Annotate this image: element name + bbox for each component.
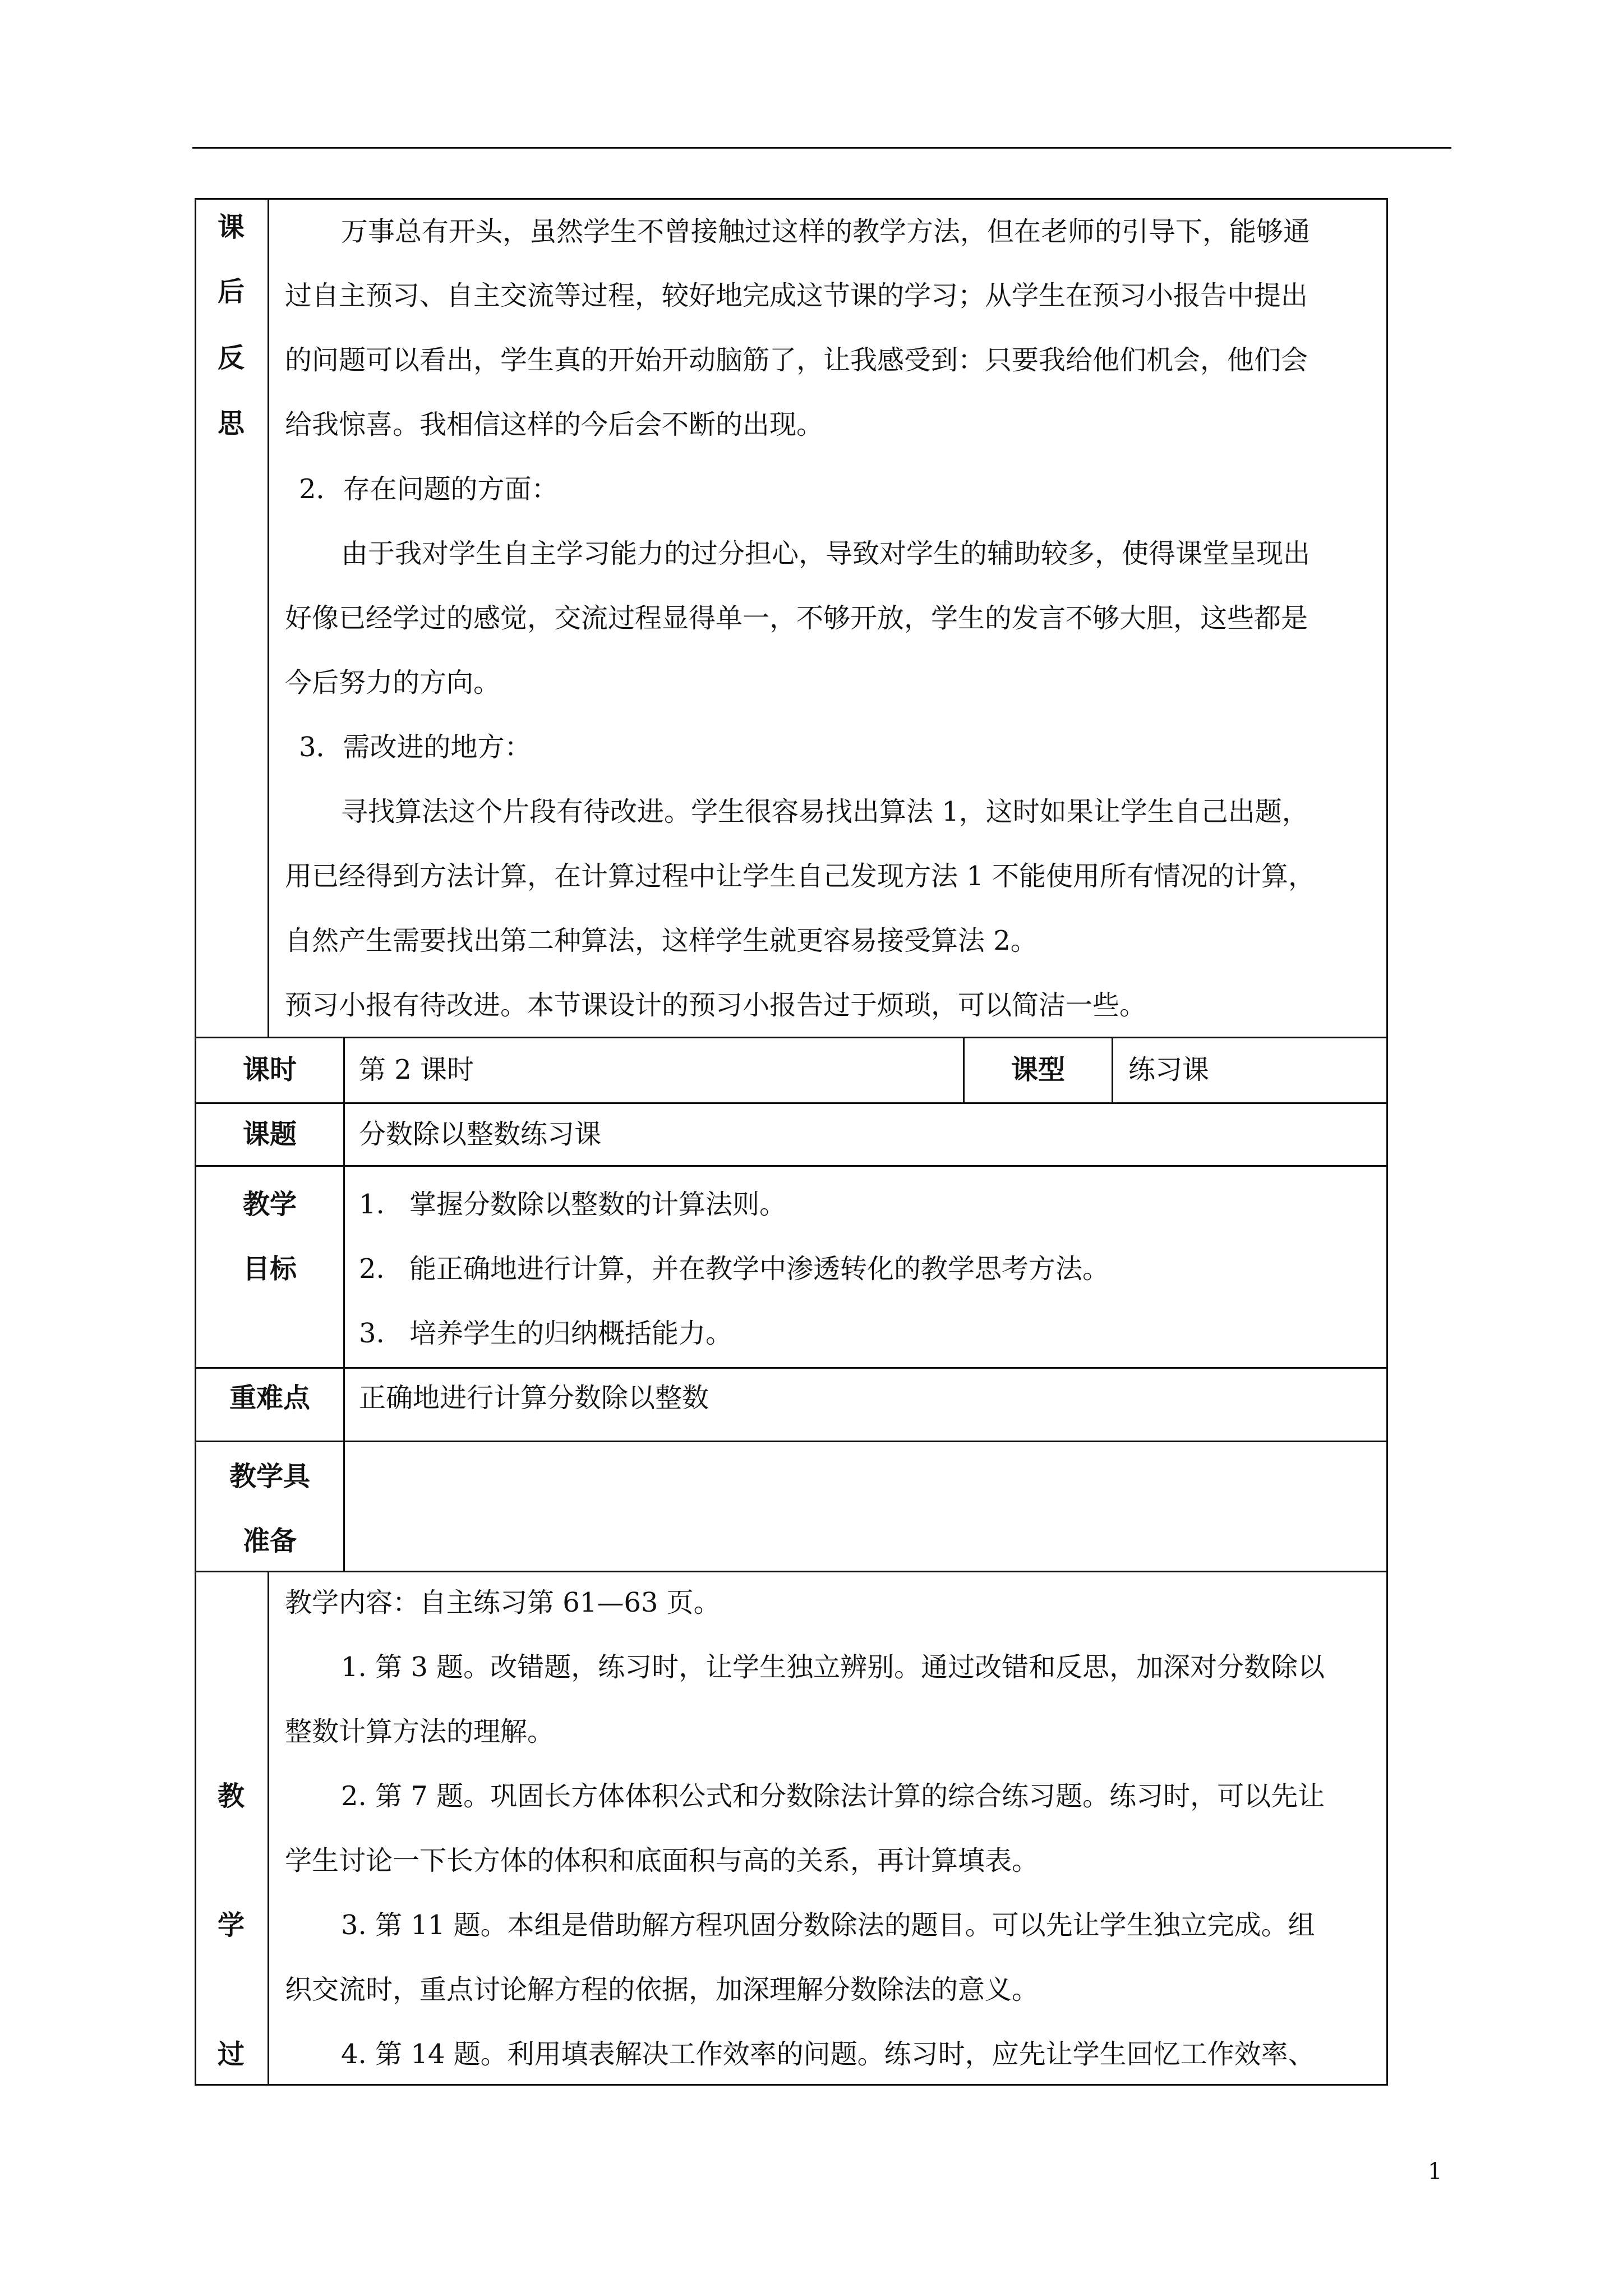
type-label: 课型 — [1011, 1054, 1065, 1085]
topic-label: 课题 — [242, 1119, 297, 1150]
reflection-line: 万事总有开头，虽然学生不曾接触过这样的教学方法，但在老师的引导下，能够通 — [341, 216, 1311, 247]
key-points-value: 正确地进行计算分数除以整数 — [359, 1382, 709, 1414]
process-line: 整数计算方法的理解。 — [285, 1716, 555, 1747]
lesson-value: 第 2 课时 — [359, 1054, 474, 1085]
tools-label: 教学具 — [229, 1461, 310, 1492]
type-value: 练习课 — [1128, 1054, 1210, 1085]
goals-label: 教学 — [242, 1189, 297, 1220]
reflection-line: 由于我对学生自主学习能力的过分担心，导致对学生的辅助较多，使得课堂呈现出 — [341, 538, 1311, 569]
reflection-line: 寻找算法这个片段有待改进。学生很容易找出算法 1，这时如果让学生自己出题， — [341, 796, 1309, 827]
reflection-line: 用已经得到方法计算，在计算过程中让学生自己发现方法 1 不能使用所有情况的计算， — [285, 861, 1316, 892]
reflection-line: 的问题可以看出，学生真的开始开动脑筋了，让我感受到：只要我给他们机会，他们会 — [285, 344, 1308, 376]
reflection-label-char: 反 — [217, 342, 245, 374]
reflection-label-char: 课 — [217, 211, 245, 243]
reflection-line: 好像已经学过的感觉，交流过程显得单一，不够开放，学生的发言不够大胆，这些都是 — [285, 602, 1308, 634]
process-line: 4. 第 14 题。利用填表解决工作效率的问题。练习时，应先让学生回忆工作效率、 — [341, 2039, 1315, 2070]
reflection-heading: 2．存在问题的方面： — [299, 473, 559, 505]
goal-text: 培养学生的归纳概括能力。 — [409, 1318, 733, 1349]
process-line: 教学内容：自主练习第 61—63 页。 — [285, 1587, 721, 1618]
reflection-line: 自然产生需要找出第二种算法，这样学生就更容易接受算法 2。 — [285, 925, 1038, 956]
reflection-line: 过自主预习、自主交流等过程，较好地完成这节课的学习；从学生在预习小报告中提出 — [285, 280, 1308, 311]
goal-number: 1. — [359, 1189, 385, 1220]
reflection-line: 给我惊喜。我相信这样的今后会不断的出现。 — [285, 409, 824, 440]
tools-label: 准备 — [242, 1525, 297, 1557]
key-points-label: 重难点 — [229, 1382, 310, 1414]
page-number: 1 — [1428, 2159, 1442, 2184]
reflection-label-char: 思 — [217, 408, 245, 439]
process-line: 1. 第 3 题。改错题，练习时，让学生独立辨别。通过改错和反思，加深对分数除以 — [341, 1651, 1325, 1683]
goal-text: 掌握分数除以整数的计算法则。 — [409, 1189, 787, 1220]
goal-number: 2. — [359, 1253, 385, 1285]
process-line: 织交流时，重点讨论解方程的依据，加深理解分数除法的意义。 — [285, 1974, 1039, 2005]
header-rule — [192, 147, 1451, 149]
reflection-heading: 3．需改进的地方： — [299, 731, 532, 763]
lesson-label: 课时 — [242, 1054, 297, 1085]
process-label-char: 学 — [217, 1910, 245, 1941]
process-line: 2. 第 7 题。巩固长方体体积公式和分数除法计算的综合练习题。练习时，可以先让 — [341, 1780, 1325, 1812]
process-label-char: 过 — [217, 2039, 245, 2070]
goal-text: 能正确地进行计算，并在教学中渗透转化的教学思考方法。 — [409, 1253, 1110, 1285]
process-line: 学生讨论一下长方体的体积和底面积与高的关系，再计算填表。 — [285, 1845, 1039, 1876]
process-label-char: 教 — [217, 1780, 245, 1812]
reflection-label-char: 后 — [217, 276, 245, 307]
goal-number: 3. — [359, 1318, 385, 1349]
reflection-line: 预习小报有待改进。本节课设计的预习小报告过于烦琐，可以简洁一些。 — [285, 990, 1147, 1021]
goals-label: 目标 — [242, 1253, 297, 1285]
process-line: 3. 第 11 题。本组是借助解方程巩固分数除法的题目。可以先让学生独立完成。组 — [341, 1910, 1315, 1941]
topic-value: 分数除以整数练习课 — [359, 1119, 602, 1150]
reflection-line: 今后努力的方向。 — [285, 667, 501, 698]
